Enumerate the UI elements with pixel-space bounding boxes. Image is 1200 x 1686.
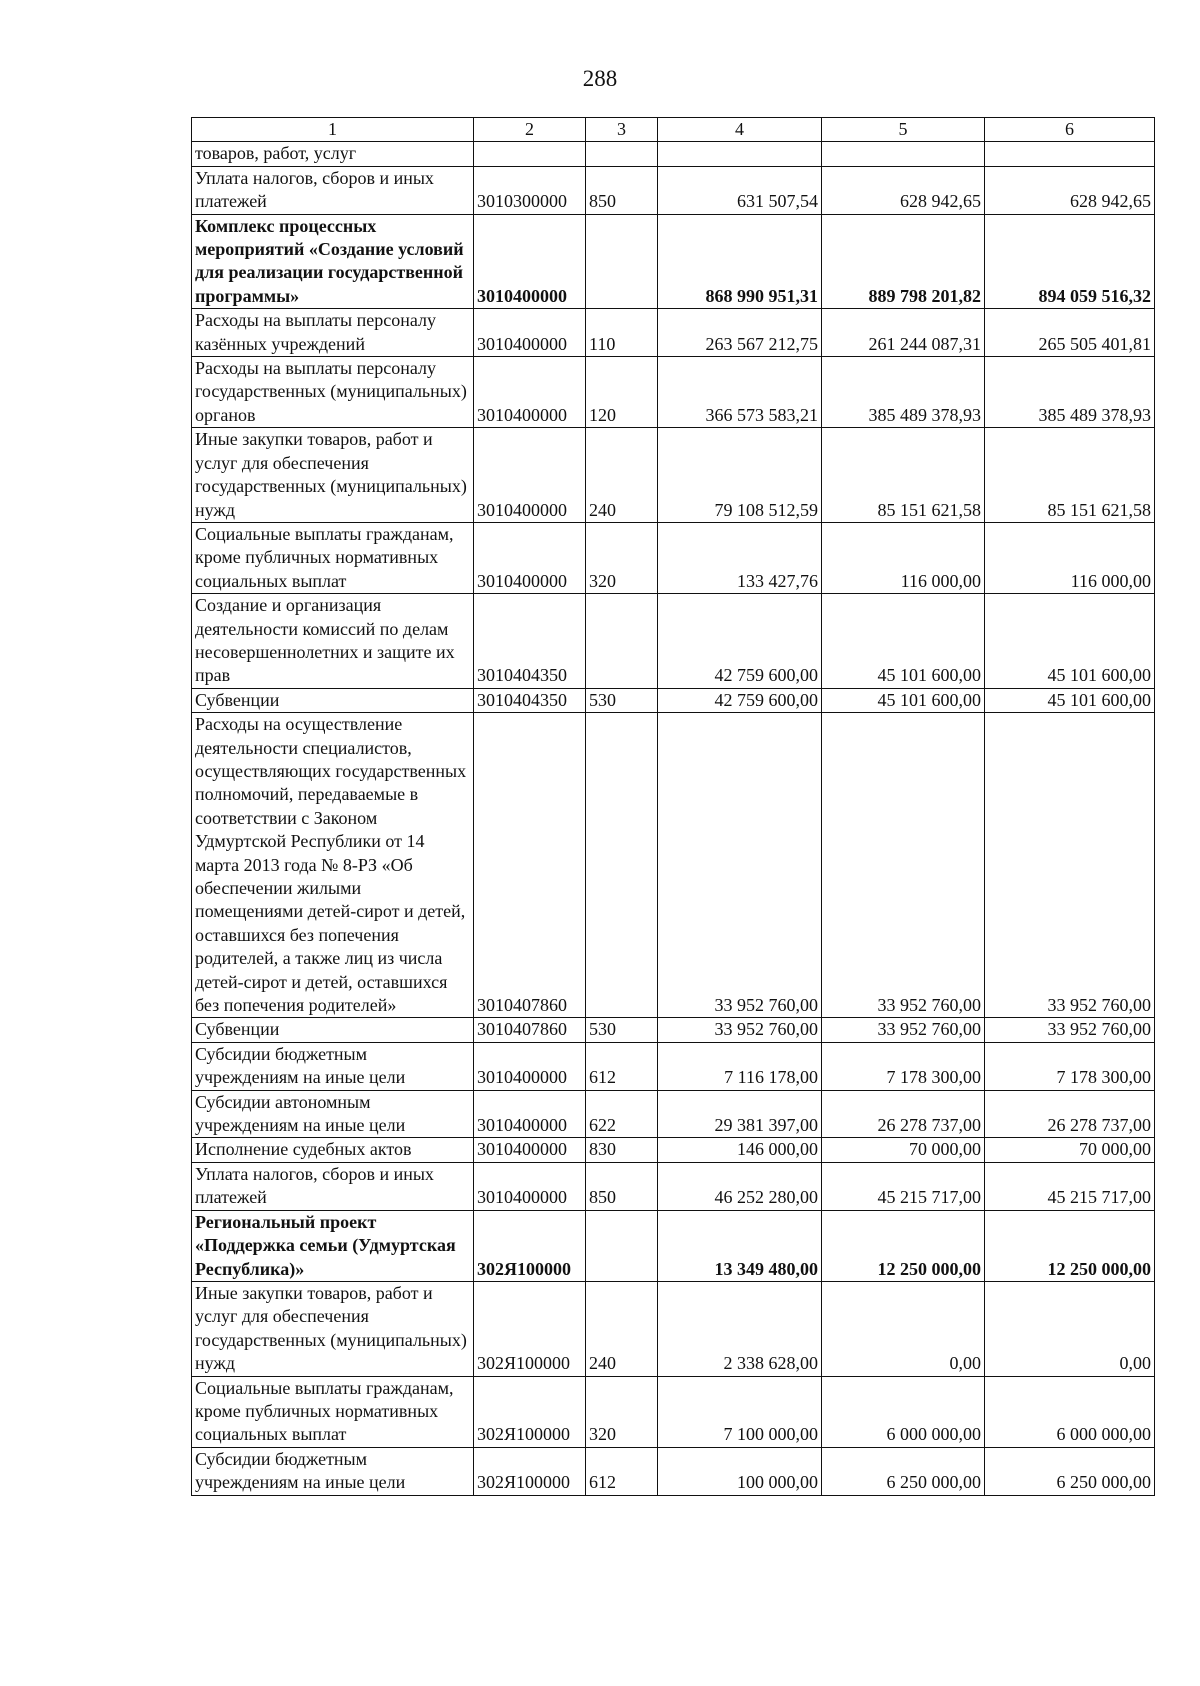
row-expense-type-cell: 850 (586, 1162, 658, 1210)
row-name-cell: Исполнение судебных актов (192, 1138, 474, 1162)
table-row (192, 1376, 1155, 1447)
row-code-cell: 302Я100000 (474, 1447, 586, 1495)
row-amount-cell: 894 059 516,32 (985, 214, 1155, 309)
row-name-cell: товаров, работ, услуг (192, 142, 474, 166)
row-expense-type-cell: 622 (586, 1090, 658, 1138)
header-cell: 2 (474, 118, 586, 142)
row-code-cell: 3010300000 (474, 166, 586, 214)
row-code-cell: 3010404350 (474, 688, 586, 712)
row-amount-cell: 7 178 300,00 (985, 1042, 1155, 1090)
row-name-cell: Субвенции (192, 1018, 474, 1042)
row-name-cell: Субсидии бюджетным учреждениям на иные цели (192, 1447, 474, 1495)
table-row (192, 166, 1155, 214)
row-code-cell: 302Я100000 (474, 1210, 586, 1281)
row-amount-cell (985, 142, 1155, 166)
row-expense-type-cell: 240 (586, 428, 658, 523)
row-name-cell: Комплекс процессных мероприятий «Создание условий для реализации государственной программы» (192, 214, 474, 309)
table-row (192, 1138, 1155, 1162)
page-number: 288 (582, 66, 618, 91)
header-cell: 1 (192, 118, 474, 142)
row-amount-cell: 85 151 621,58 (822, 428, 985, 523)
row-amount-cell: 12 250 000,00 (985, 1210, 1155, 1281)
row-amount-cell: 33 952 760,00 (822, 1018, 985, 1042)
table-row (192, 357, 1155, 428)
row-code-cell: 3010404350 (474, 594, 586, 689)
row-name-cell: Расходы на выплаты персоналу государственных (муниципальных) органов (192, 357, 474, 428)
row-code-cell: 302Я100000 (474, 1376, 586, 1447)
row-code-cell: 3010400000 (474, 1138, 586, 1162)
row-code-cell: 3010400000 (474, 357, 586, 428)
row-expense-type-cell (586, 214, 658, 309)
row-amount-cell: 45 215 717,00 (822, 1162, 985, 1210)
row-amount-cell: 45 101 600,00 (985, 594, 1155, 689)
row-expense-type-cell (586, 142, 658, 166)
row-amount-cell: 889 798 201,82 (822, 214, 985, 309)
row-amount-cell: 7 178 300,00 (822, 1042, 985, 1090)
row-code-cell: 3010400000 (474, 1042, 586, 1090)
row-amount-cell: 33 952 760,00 (658, 713, 822, 1018)
row-code-cell: 3010400000 (474, 428, 586, 523)
row-expense-type-cell: 612 (586, 1447, 658, 1495)
header-cell: 6 (985, 118, 1155, 142)
row-amount-cell: 26 278 737,00 (985, 1090, 1155, 1138)
row-amount-cell: 868 990 951,31 (658, 214, 822, 309)
table-row (192, 1042, 1155, 1090)
table-row (192, 688, 1155, 712)
row-amount-cell: 366 573 583,21 (658, 357, 822, 428)
row-name-cell: Расходы на выплаты персоналу казённых учреждений (192, 309, 474, 357)
table-row (192, 428, 1155, 523)
table-row (192, 594, 1155, 689)
row-expense-type-cell: 320 (586, 522, 658, 593)
table-row (192, 713, 1155, 1018)
table-row (192, 1018, 1155, 1042)
row-amount-cell: 7 100 000,00 (658, 1376, 822, 1447)
row-amount-cell (658, 142, 822, 166)
row-amount-cell: 628 942,65 (822, 166, 985, 214)
row-name-cell: Субсидии бюджетным учреждениям на иные цели (192, 1042, 474, 1090)
row-amount-cell: 6 000 000,00 (985, 1376, 1155, 1447)
row-expense-type-cell: 240 (586, 1281, 658, 1376)
row-expense-type-cell: 530 (586, 688, 658, 712)
row-name-cell: Иные закупки товаров, работ и услуг для обеспечения государственных (муниципальных) нужд (192, 1281, 474, 1376)
row-amount-cell: 45 101 600,00 (822, 688, 985, 712)
row-amount-cell: 33 952 760,00 (985, 713, 1155, 1018)
row-expense-type-cell: 120 (586, 357, 658, 428)
table-row (192, 1210, 1155, 1281)
table-row (192, 1447, 1155, 1495)
row-amount-cell: 42 759 600,00 (658, 688, 822, 712)
budget-table (191, 117, 1155, 1496)
row-code-cell: 3010400000 (474, 1162, 586, 1210)
table-row (192, 1162, 1155, 1210)
row-amount-cell: 45 101 600,00 (822, 594, 985, 689)
table-header-row (192, 118, 1155, 142)
row-code-cell (474, 142, 586, 166)
table-row (192, 309, 1155, 357)
row-amount-cell: 33 952 760,00 (658, 1018, 822, 1042)
table-row (192, 142, 1155, 166)
row-expense-type-cell (586, 713, 658, 1018)
row-expense-type-cell: 110 (586, 309, 658, 357)
row-code-cell: 3010407860 (474, 1018, 586, 1042)
header-cell: 3 (586, 118, 658, 142)
header-cell: 4 (658, 118, 822, 142)
row-expense-type-cell: 850 (586, 166, 658, 214)
row-name-cell: Иные закупки товаров, работ и услуг для обеспечения государственных (муниципальных) нужд (192, 428, 474, 523)
row-amount-cell: 2 338 628,00 (658, 1281, 822, 1376)
row-amount-cell: 631 507,54 (658, 166, 822, 214)
table-row (192, 1090, 1155, 1138)
row-amount-cell: 385 489 378,93 (822, 357, 985, 428)
row-code-cell: 3010400000 (474, 214, 586, 309)
row-amount-cell: 261 244 087,31 (822, 309, 985, 357)
row-amount-cell: 33 952 760,00 (822, 713, 985, 1018)
row-name-cell: Создание и организация деятельности комиссий по делам несовершеннолетних и защите их прав (192, 594, 474, 689)
row-amount-cell: 6 000 000,00 (822, 1376, 985, 1447)
row-amount-cell: 26 278 737,00 (822, 1090, 985, 1138)
row-amount-cell: 116 000,00 (985, 522, 1155, 593)
row-amount-cell: 265 505 401,81 (985, 309, 1155, 357)
row-name-cell: Уплата налогов, сборов и иных платежей (192, 166, 474, 214)
row-amount-cell (822, 142, 985, 166)
row-amount-cell: 70 000,00 (822, 1138, 985, 1162)
row-name-cell: Субвенции (192, 688, 474, 712)
row-name-cell: Субсидии автономным учреждениям на иные цели (192, 1090, 474, 1138)
row-amount-cell: 6 250 000,00 (985, 1447, 1155, 1495)
row-amount-cell: 628 942,65 (985, 166, 1155, 214)
row-amount-cell: 116 000,00 (822, 522, 985, 593)
row-amount-cell: 45 101 600,00 (985, 688, 1155, 712)
row-code-cell: 302Я100000 (474, 1281, 586, 1376)
row-amount-cell: 29 381 397,00 (658, 1090, 822, 1138)
row-amount-cell: 146 000,00 (658, 1138, 822, 1162)
header-cell: 5 (822, 118, 985, 142)
row-expense-type-cell (586, 594, 658, 689)
row-code-cell: 3010407860 (474, 713, 586, 1018)
row-name-cell: Социальные выплаты гражданам, кроме публичных нормативных социальных выплат (192, 522, 474, 593)
row-amount-cell: 385 489 378,93 (985, 357, 1155, 428)
row-amount-cell: 45 215 717,00 (985, 1162, 1155, 1210)
row-amount-cell: 0,00 (985, 1281, 1155, 1376)
row-amount-cell: 33 952 760,00 (985, 1018, 1155, 1042)
row-expense-type-cell: 830 (586, 1138, 658, 1162)
table-row (192, 522, 1155, 593)
row-expense-type-cell: 530 (586, 1018, 658, 1042)
row-amount-cell: 100 000,00 (658, 1447, 822, 1495)
row-amount-cell: 6 250 000,00 (822, 1447, 985, 1495)
table-body (192, 142, 1155, 1495)
row-amount-cell: 12 250 000,00 (822, 1210, 985, 1281)
row-amount-cell: 133 427,76 (658, 522, 822, 593)
row-amount-cell: 42 759 600,00 (658, 594, 822, 689)
row-name-cell: Социальные выплаты гражданам, кроме публичных нормативных социальных выплат (192, 1376, 474, 1447)
row-name-cell: Уплата налогов, сборов и иных платежей (192, 1162, 474, 1210)
row-name-cell: Региональный проект «Поддержка семьи (Удмуртская Республика)» (192, 1210, 474, 1281)
row-amount-cell: 79 108 512,59 (658, 428, 822, 523)
row-amount-cell: 70 000,00 (985, 1138, 1155, 1162)
row-expense-type-cell (586, 1210, 658, 1281)
row-amount-cell: 263 567 212,75 (658, 309, 822, 357)
row-amount-cell: 46 252 280,00 (658, 1162, 822, 1210)
row-code-cell: 3010400000 (474, 309, 586, 357)
row-code-cell: 3010400000 (474, 522, 586, 593)
row-amount-cell: 7 116 178,00 (658, 1042, 822, 1090)
row-amount-cell: 0,00 (822, 1281, 985, 1376)
table-row (192, 214, 1155, 309)
row-code-cell: 3010400000 (474, 1090, 586, 1138)
row-name-cell: Расходы на осуществление деятельности специалистов, осуществляющих государственных полномочий, передаваемые в соответствии с Законом Удмуртской Республики от 14 марта 2013 года № 8-РЗ «Об обеспечении жилыми помещениями детей-сирот и детей, оставшихся без попечения родителей, а также лиц из числа детей-сирот и детей, оставшихся без попечения родителей» (192, 713, 474, 1018)
table-row (192, 1281, 1155, 1376)
row-expense-type-cell: 320 (586, 1376, 658, 1447)
row-expense-type-cell: 612 (586, 1042, 658, 1090)
row-amount-cell: 13 349 480,00 (658, 1210, 822, 1281)
row-amount-cell: 85 151 621,58 (985, 428, 1155, 523)
